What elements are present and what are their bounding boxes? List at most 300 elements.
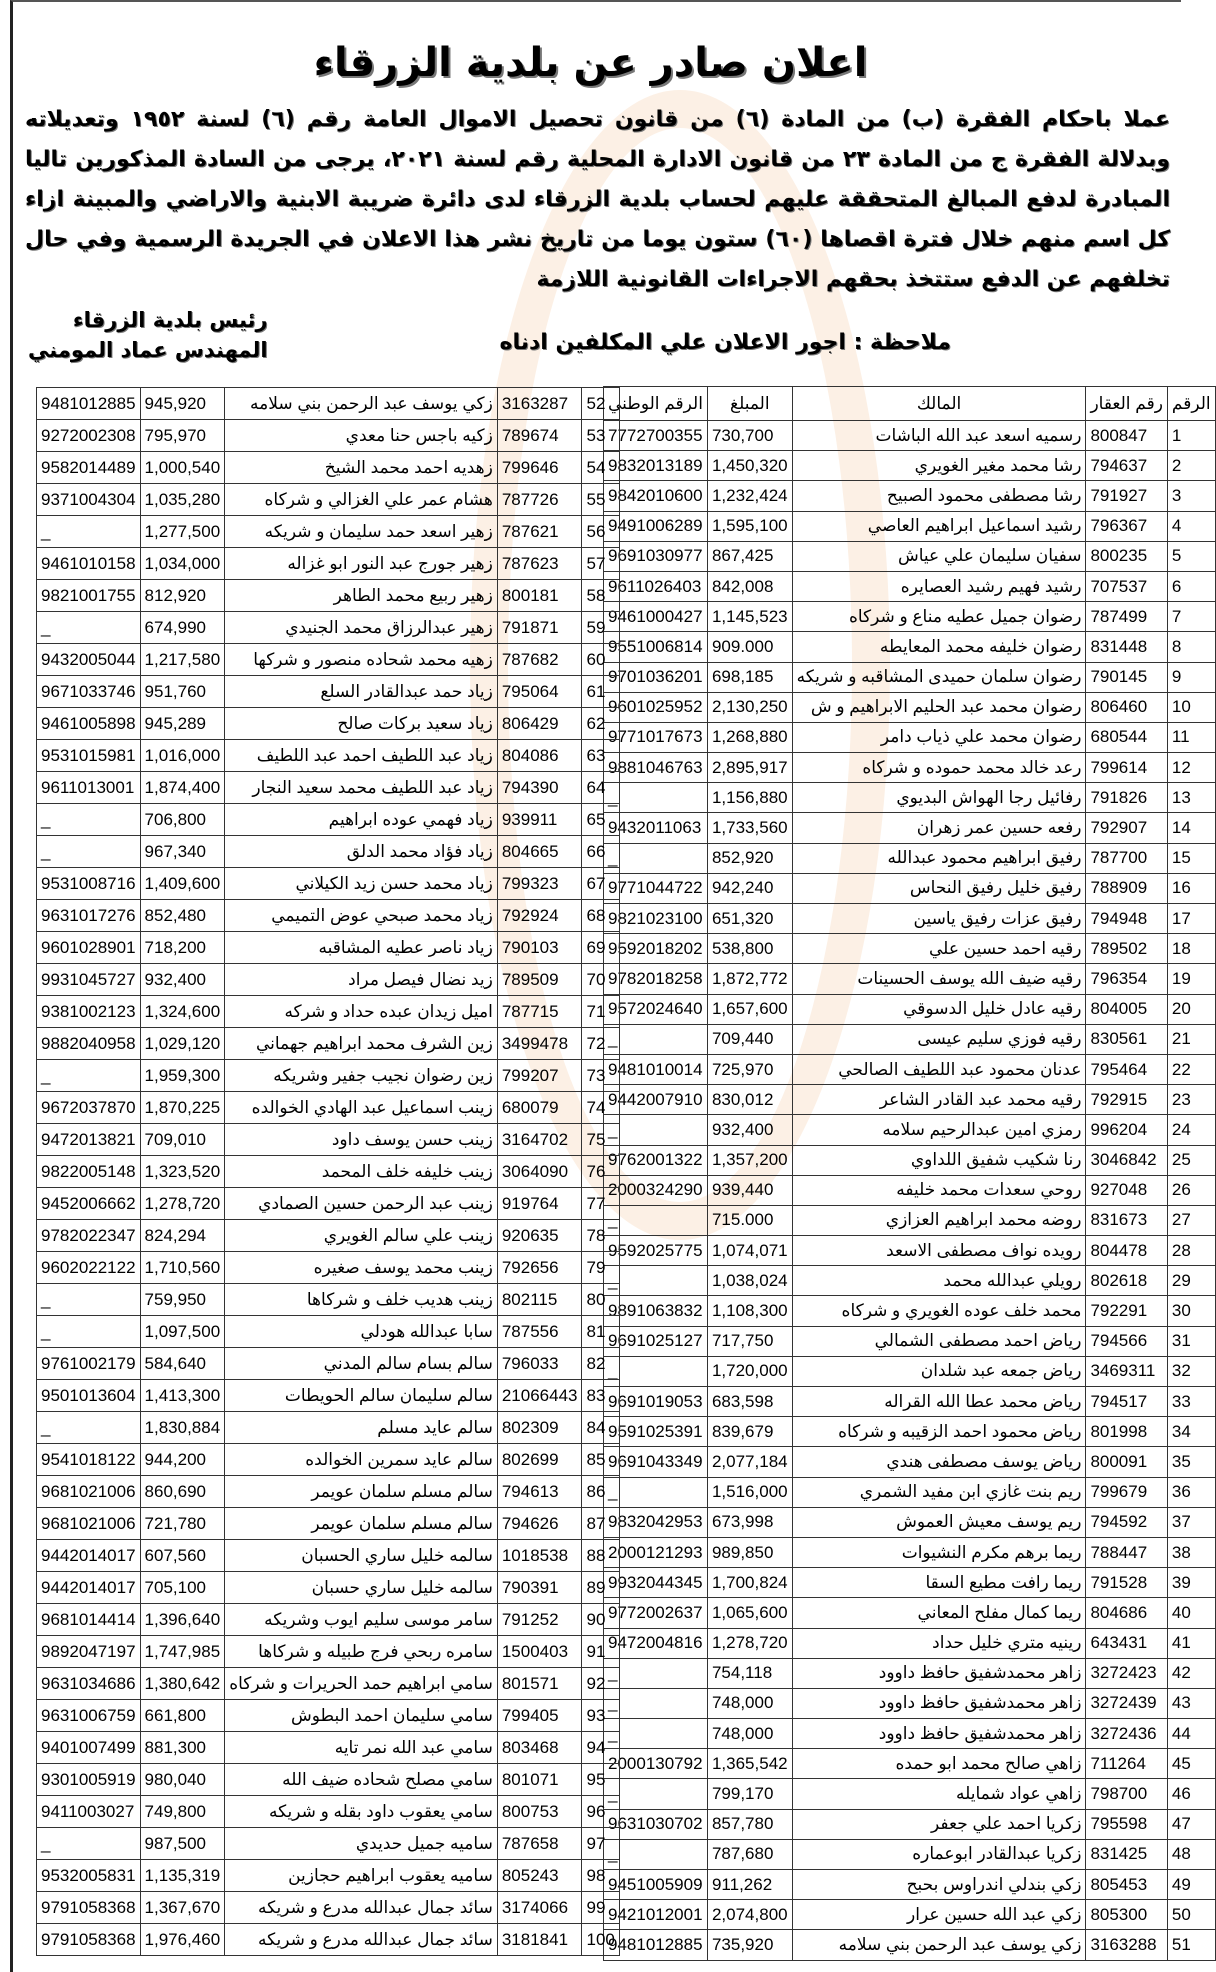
fees-note: ملاحظة : اجور الاعلان علي المكلفين ادناه <box>499 330 951 355</box>
property-number: 804086 <box>497 740 582 772</box>
property-number: 799323 <box>497 868 582 900</box>
row-index: 48 <box>1167 1839 1215 1869</box>
table-row <box>37 1636 620 1668</box>
owner-name: زيد نضال فيصل مراد <box>225 964 498 996</box>
owner-name: سالم عايد سمرين الخوالده <box>225 1444 498 1476</box>
amount: 1,396,640 <box>140 1604 225 1636</box>
row-index: 61 <box>582 676 619 708</box>
row-index: 46 <box>1167 1779 1215 1809</box>
property-number: 3469311 <box>1086 1356 1167 1386</box>
amount: 1,156,880 <box>707 783 792 813</box>
row-index: 78 <box>582 1220 619 1252</box>
owner-name: سالم بسام سالم المدني <box>225 1348 498 1380</box>
table-row <box>604 1236 1216 1266</box>
amount: 1,959,300 <box>140 1060 225 1092</box>
owner-name: رياض جمعه عبد شلدان <box>792 1356 1086 1386</box>
row-index: 18 <box>1167 934 1215 964</box>
national-id: 9272002308 <box>37 420 141 452</box>
national-id: 9611026403 <box>604 571 708 601</box>
owner-name: عدنان محمود عبد اللطيف الصالحي <box>792 1054 1086 1084</box>
amount: 1,038,024 <box>707 1266 792 1296</box>
table-row <box>37 1892 620 1924</box>
owner-name: روحي سعدات محمد خليفه <box>792 1175 1086 1205</box>
table-row <box>604 1658 1216 1688</box>
national-id: 9691019053 <box>604 1387 708 1417</box>
header-amount: المبلغ <box>707 387 792 421</box>
amount: 1,872,772 <box>707 964 792 994</box>
property-number: 789502 <box>1086 934 1167 964</box>
amount: 1,720,000 <box>707 1356 792 1386</box>
national-id: 9821001755 <box>37 580 141 612</box>
table-row <box>604 421 1216 451</box>
national-id: 9401007499 <box>37 1732 141 1764</box>
national-id: 9671033746 <box>37 676 141 708</box>
row-index: 45 <box>1167 1749 1215 1779</box>
property-number: 680079 <box>497 1092 582 1124</box>
owner-name: رويلي عبدالله محمد <box>792 1266 1086 1296</box>
table-row <box>604 1175 1216 1205</box>
national-id: 9371004304 <box>37 484 141 516</box>
row-index: 5 <box>1167 541 1215 571</box>
property-number: 801571 <box>497 1668 582 1700</box>
amount: 2,077,184 <box>707 1447 792 1477</box>
national-id: 9691025127 <box>604 1326 708 1356</box>
amount: 881,300 <box>140 1732 225 1764</box>
owner-name: زينب محمد يوسف صغيره <box>225 1252 498 1284</box>
table-row <box>37 1572 620 1604</box>
amount: 1,035,280 <box>140 484 225 516</box>
row-index: 6 <box>1167 571 1215 601</box>
national-id: 9461010158 <box>37 548 141 580</box>
national-id: 2000324290 <box>604 1175 708 1205</box>
national-id: 9572024640 <box>604 994 708 1024</box>
property-number: 920635 <box>497 1220 582 1252</box>
national-id: 9832042953 <box>604 1507 708 1537</box>
row-index: 65 <box>582 804 619 836</box>
row-index: 96 <box>582 1796 619 1828</box>
table-row <box>604 632 1216 662</box>
property-number: 787682 <box>497 644 582 676</box>
national-id: _ <box>604 1779 708 1809</box>
row-index: 72 <box>582 1028 619 1060</box>
owner-name: سالمه خليل ساري الحسبان <box>225 1540 498 1572</box>
table-row <box>37 1732 620 1764</box>
national-id: _ <box>604 1477 708 1507</box>
owner-name: رضوان جميل عطيه مناع و شركاه <box>792 602 1086 632</box>
national-id: _ <box>604 1115 708 1145</box>
table-row <box>37 868 620 900</box>
row-index: 29 <box>1167 1266 1215 1296</box>
table-row <box>37 1444 620 1476</box>
table-row <box>37 612 620 644</box>
amount: 787,680 <box>707 1839 792 1869</box>
owner-name: سامره ربحي فرج طبيله و شركاها <box>225 1636 498 1668</box>
national-id: _ <box>604 783 708 813</box>
owner-name: رويده نواف مصطفى الاسعد <box>792 1236 1086 1266</box>
row-index: 94 <box>582 1732 619 1764</box>
property-number: 800847 <box>1086 421 1167 451</box>
national-id: _ <box>604 1356 708 1386</box>
amount: 718,200 <box>140 932 225 964</box>
table-row <box>37 516 620 548</box>
owner-name: زياد محمد صبحي عوض التميمي <box>225 900 498 932</box>
property-number: 927048 <box>1086 1175 1167 1205</box>
row-index: 38 <box>1167 1537 1215 1567</box>
property-number: 803468 <box>497 1732 582 1764</box>
amount: 661,800 <box>140 1700 225 1732</box>
amount: 748,000 <box>707 1719 792 1749</box>
owner-name: زينب علي سالم الغويري <box>225 1220 498 1252</box>
row-index: 26 <box>1167 1175 1215 1205</box>
amount: 749,800 <box>140 1796 225 1828</box>
amount: 1,450,320 <box>707 451 792 481</box>
row-index: 87 <box>582 1508 619 1540</box>
row-index: 17 <box>1167 904 1215 934</box>
owner-name: زاهر محمدشفيق حافظ داوود <box>792 1719 1086 1749</box>
owner-name: سامر موسى سليم ايوب وشريكه <box>225 1604 498 1636</box>
amount: 1,000,540 <box>140 452 225 484</box>
property-number: 831425 <box>1086 1839 1167 1869</box>
amount: 2,074,800 <box>707 1900 792 1930</box>
national-id: _ <box>37 1316 141 1348</box>
amount: 1,323,520 <box>140 1156 225 1188</box>
row-index: 58 <box>582 580 619 612</box>
property-number: 802699 <box>497 1444 582 1476</box>
amount: 945,920 <box>140 388 225 420</box>
property-number: 799207 <box>497 1060 582 1092</box>
row-index: 99 <box>582 1892 619 1924</box>
row-index: 41 <box>1167 1628 1215 1658</box>
table-row <box>37 1060 620 1092</box>
owner-name: رضوان سلمان حميدى المشاقبه و شريكه <box>792 662 1086 692</box>
owner-name: رشيد اسماعيل ابراهيم العاصي <box>792 511 1086 541</box>
property-number: 799405 <box>497 1700 582 1732</box>
table-row <box>37 1252 620 1284</box>
property-number: 795064 <box>497 676 582 708</box>
national-id: _ <box>604 1839 708 1869</box>
amount: 1,232,424 <box>707 481 792 511</box>
national-id: 9472013821 <box>37 1124 141 1156</box>
owner-name: زينب حسن يوسف داود <box>225 1124 498 1156</box>
national-id: 9881046763 <box>604 753 708 783</box>
national-id: _ <box>37 1828 141 1860</box>
owner-name: زين الشرف محمد ابراهيم جهماني <box>225 1028 498 1060</box>
row-index: 33 <box>1167 1387 1215 1417</box>
row-index: 30 <box>1167 1296 1215 1326</box>
row-index: 81 <box>582 1316 619 1348</box>
national-id: 9532005831 <box>37 1860 141 1892</box>
property-number: 804665 <box>497 836 582 868</box>
national-id: 2000121293 <box>604 1537 708 1567</box>
row-index: 80 <box>582 1284 619 1316</box>
table-row <box>37 1348 620 1380</box>
amount: 1,710,560 <box>140 1252 225 1284</box>
row-index: 100 <box>582 1924 619 1956</box>
property-number: 800235 <box>1086 541 1167 571</box>
owner-name: رياض محمود احمد الزقيبه و شركاه <box>792 1417 1086 1447</box>
owner-name: رشا محمد مغير الغويري <box>792 451 1086 481</box>
amount: 1,065,600 <box>707 1598 792 1628</box>
owner-name: زكي عبد الله حسين عرار <box>792 1900 1086 1930</box>
row-index: 11 <box>1167 722 1215 752</box>
table-row <box>37 644 620 676</box>
national-id: _ <box>37 1284 141 1316</box>
table-row <box>604 934 1216 964</box>
amount: 939,440 <box>707 1175 792 1205</box>
table-row <box>37 932 620 964</box>
amount: 799,170 <box>707 1779 792 1809</box>
table-row <box>604 1145 1216 1175</box>
table-row <box>604 1326 1216 1356</box>
row-index: 24 <box>1167 1115 1215 1145</box>
table-row <box>604 1870 1216 1900</box>
national-id: _ <box>604 1658 708 1688</box>
property-number: 794390 <box>497 772 582 804</box>
property-number: 787726 <box>497 484 582 516</box>
national-id: 9891063832 <box>604 1296 708 1326</box>
owner-name: رياض يوسف مصطفى هندي <box>792 1447 1086 1477</box>
national-id: 9832013189 <box>604 451 708 481</box>
property-number: 794613 <box>497 1476 582 1508</box>
table-row <box>604 1568 1216 1598</box>
property-number: 787658 <box>497 1828 582 1860</box>
owner-name: سائد جمال عبدالله مدرع و شريكه <box>225 1924 498 1956</box>
amount: 705,100 <box>140 1572 225 1604</box>
row-index: 1 <box>1167 421 1215 451</box>
row-index: 19 <box>1167 964 1215 994</box>
amount: 987,500 <box>140 1828 225 1860</box>
amount: 1,277,500 <box>140 516 225 548</box>
owner-name: ريما رافت مطيع السقا <box>792 1568 1086 1598</box>
national-id: 9481012885 <box>604 1930 708 1960</box>
national-id: 9491006289 <box>604 511 708 541</box>
property-number: 831673 <box>1086 1205 1167 1235</box>
row-index: 75 <box>582 1124 619 1156</box>
property-number: 787700 <box>1086 843 1167 873</box>
owner-name: رياض احمد مصطفى الشمالي <box>792 1326 1086 1356</box>
owner-name: ريم يوسف معيش العموش <box>792 1507 1086 1537</box>
owner-name: سالم سليمان سالم الحويطات <box>225 1380 498 1412</box>
amount: 951,760 <box>140 676 225 708</box>
national-id: 9301005919 <box>37 1764 141 1796</box>
amount: 1,516,000 <box>707 1477 792 1507</box>
national-id: 9791058368 <box>37 1924 141 1956</box>
property-number: 800753 <box>497 1796 582 1828</box>
property-number: 830561 <box>1086 1024 1167 1054</box>
owner-name: رضوان محمد عبد الحليم الابراهيم و ش <box>792 692 1086 722</box>
owner-name: سامي سليمان احمد البطوش <box>225 1700 498 1732</box>
property-number: 798700 <box>1086 1779 1167 1809</box>
signature-name: المهندس عماد المومني <box>28 338 268 362</box>
owner-name: سامي يعقوب داود بقله و شريكه <box>225 1796 498 1828</box>
property-number: 791927 <box>1086 481 1167 511</box>
owner-name: زهير عبدالرزاق محمد الجنيدي <box>225 612 498 644</box>
table-row <box>37 1028 620 1060</box>
national-id: 9771044722 <box>604 873 708 903</box>
table-row <box>37 708 620 740</box>
amount: 945,289 <box>140 708 225 740</box>
table-row <box>604 873 1216 903</box>
property-number: 794517 <box>1086 1387 1167 1417</box>
amount: 989,850 <box>707 1537 792 1567</box>
table-row <box>37 676 620 708</box>
amount: 857,780 <box>707 1809 792 1839</box>
property-number: 806460 <box>1086 692 1167 722</box>
row-index: 27 <box>1167 1205 1215 1235</box>
national-id: 9591025391 <box>604 1417 708 1447</box>
row-index: 62 <box>582 708 619 740</box>
table-row <box>604 1477 1216 1507</box>
national-id: 9842010600 <box>604 481 708 511</box>
row-index: 73 <box>582 1060 619 1092</box>
national-id: 9472004816 <box>604 1628 708 1658</box>
amount: 1,016,000 <box>140 740 225 772</box>
amount: 735,920 <box>707 1930 792 1960</box>
table-row <box>37 1540 620 1572</box>
row-index: 59 <box>582 612 619 644</box>
amount: 1,870,225 <box>140 1092 225 1124</box>
row-index: 49 <box>1167 1870 1215 1900</box>
row-index: 42 <box>1167 1658 1215 1688</box>
property-number: 805300 <box>1086 1900 1167 1930</box>
owner-name: هشام عمر علي الغزالي و شركاه <box>225 484 498 516</box>
amount: 830,012 <box>707 1085 792 1115</box>
signature <box>28 305 268 365</box>
owner-name: رقيه ضيف الله يوسف الحسينات <box>792 964 1086 994</box>
property-number: 792915 <box>1086 1085 1167 1115</box>
owner-name: سالم مسلم سلمان عويمر <box>225 1476 498 1508</box>
amount: 698,185 <box>707 662 792 692</box>
owner-name: زاهر محمدشفيق حافظ داوود <box>792 1688 1086 1718</box>
national-id: 9442007910 <box>604 1085 708 1115</box>
national-id: 9442014017 <box>37 1540 141 1572</box>
row-index: 56 <box>582 516 619 548</box>
amount: 584,640 <box>140 1348 225 1380</box>
table-row <box>37 1124 620 1156</box>
national-id: 9461005898 <box>37 708 141 740</box>
amount: 852,920 <box>707 843 792 873</box>
row-index: 64 <box>582 772 619 804</box>
owner-name: رفائيل رجا الهواش البديوي <box>792 783 1086 813</box>
amount: 1,145,523 <box>707 602 792 632</box>
property-number: 799614 <box>1086 753 1167 783</box>
announcement-title: اعلان صادر عن بلدية الزرقاء <box>313 40 868 86</box>
table-row <box>604 1809 1216 1839</box>
amount: 867,425 <box>707 541 792 571</box>
table-row <box>604 1115 1216 1145</box>
owner-name: رفيق عزات رفيق ياسين <box>792 904 1086 934</box>
table-row <box>37 420 620 452</box>
table-row <box>37 1668 620 1700</box>
table-row <box>604 783 1216 813</box>
row-index: 2 <box>1167 451 1215 481</box>
row-index: 14 <box>1167 813 1215 843</box>
national-id: 9481010014 <box>604 1054 708 1084</box>
owner-name: سفيان سليمان علي عياش <box>792 541 1086 571</box>
table-row <box>604 1054 1216 1084</box>
property-number: 791871 <box>497 612 582 644</box>
table-row <box>37 580 620 612</box>
row-index: 92 <box>582 1668 619 1700</box>
property-number: 21066443 <box>497 1380 582 1412</box>
property-number: 800181 <box>497 580 582 612</box>
owner-name: ريم بنت غازي ابن مفيد الشمري <box>792 1477 1086 1507</box>
amount: 1,409,600 <box>140 868 225 900</box>
row-index: 36 <box>1167 1477 1215 1507</box>
row-index: 25 <box>1167 1145 1215 1175</box>
national-id: 9761002179 <box>37 1348 141 1380</box>
table-row <box>604 1900 1216 1930</box>
row-index: 22 <box>1167 1054 1215 1084</box>
national-id: 9432005044 <box>37 644 141 676</box>
row-index: 3 <box>1167 481 1215 511</box>
table-row <box>37 1796 620 1828</box>
table-row <box>37 1476 620 1508</box>
owner-name: زياد عبد اللطيف احمد عبد اللطيف <box>225 740 498 772</box>
owner-name: رفعه حسين عمر زهران <box>792 813 1086 843</box>
amount: 1,976,460 <box>140 1924 225 1956</box>
property-number: 794626 <box>497 1508 582 1540</box>
owner-name: سامي عبد الله نمر تايه <box>225 1732 498 1764</box>
table-row <box>37 1860 620 1892</box>
owner-name: زينب خليفه خلف المحمد <box>225 1156 498 1188</box>
table-row <box>37 1412 620 1444</box>
amount: 683,598 <box>707 1387 792 1417</box>
row-index: 16 <box>1167 873 1215 903</box>
amount: 1,324,600 <box>140 996 225 1028</box>
amount: 909.000 <box>707 632 792 662</box>
amount: 812,920 <box>140 580 225 612</box>
row-index: 97 <box>582 1828 619 1860</box>
table-row <box>37 1700 620 1732</box>
row-index: 67 <box>582 868 619 900</box>
national-id: _ <box>604 1688 708 1718</box>
signature-title: رئيس بلدية الزرقاء <box>72 308 268 332</box>
owner-name: زياد سعيد بركات صالح <box>225 708 498 740</box>
owner-name: ريما كمال مفلح المعاني <box>792 1598 1086 1628</box>
owner-name: اميل زيدان عبده حداد و شركه <box>225 996 498 1028</box>
amount: 932,400 <box>707 1115 792 1145</box>
table-row <box>37 1092 620 1124</box>
national-id: 9672037870 <box>37 1092 141 1124</box>
owner-name: زهير جورج عبد النور ابو غزاله <box>225 548 498 580</box>
row-index: 34 <box>1167 1417 1215 1447</box>
national-id: 9772002637 <box>604 1598 708 1628</box>
owner-name: ساميه جميل حديدي <box>225 1828 498 1860</box>
national-id: 9821023100 <box>604 904 708 934</box>
table-row <box>604 1779 1216 1809</box>
owner-name: زاهي صالح محمد ابو حمده <box>792 1749 1086 1779</box>
owner-name: رعد خالد محمد حموده و شركاه <box>792 753 1086 783</box>
national-id: 9931045727 <box>37 964 141 996</box>
owner-name: رقيه احمد حسين علي <box>792 934 1086 964</box>
amount: 1,365,542 <box>707 1749 792 1779</box>
table-row <box>604 1507 1216 1537</box>
property-number: 801071 <box>497 1764 582 1796</box>
owner-name: زكريا احمد علي جعفر <box>792 1809 1086 1839</box>
owner-name: زياد حمد عبدالقادر السلع <box>225 676 498 708</box>
property-number: 795464 <box>1086 1054 1167 1084</box>
national-id: _ <box>37 1060 141 1092</box>
table-row <box>604 1417 1216 1447</box>
amount: 717,750 <box>707 1326 792 1356</box>
amount: 1,830,884 <box>140 1412 225 1444</box>
amount: 725,970 <box>707 1054 792 1084</box>
table-row <box>604 753 1216 783</box>
table-row <box>604 1024 1216 1054</box>
table-row <box>37 996 620 1028</box>
property-number: 802618 <box>1086 1266 1167 1296</box>
